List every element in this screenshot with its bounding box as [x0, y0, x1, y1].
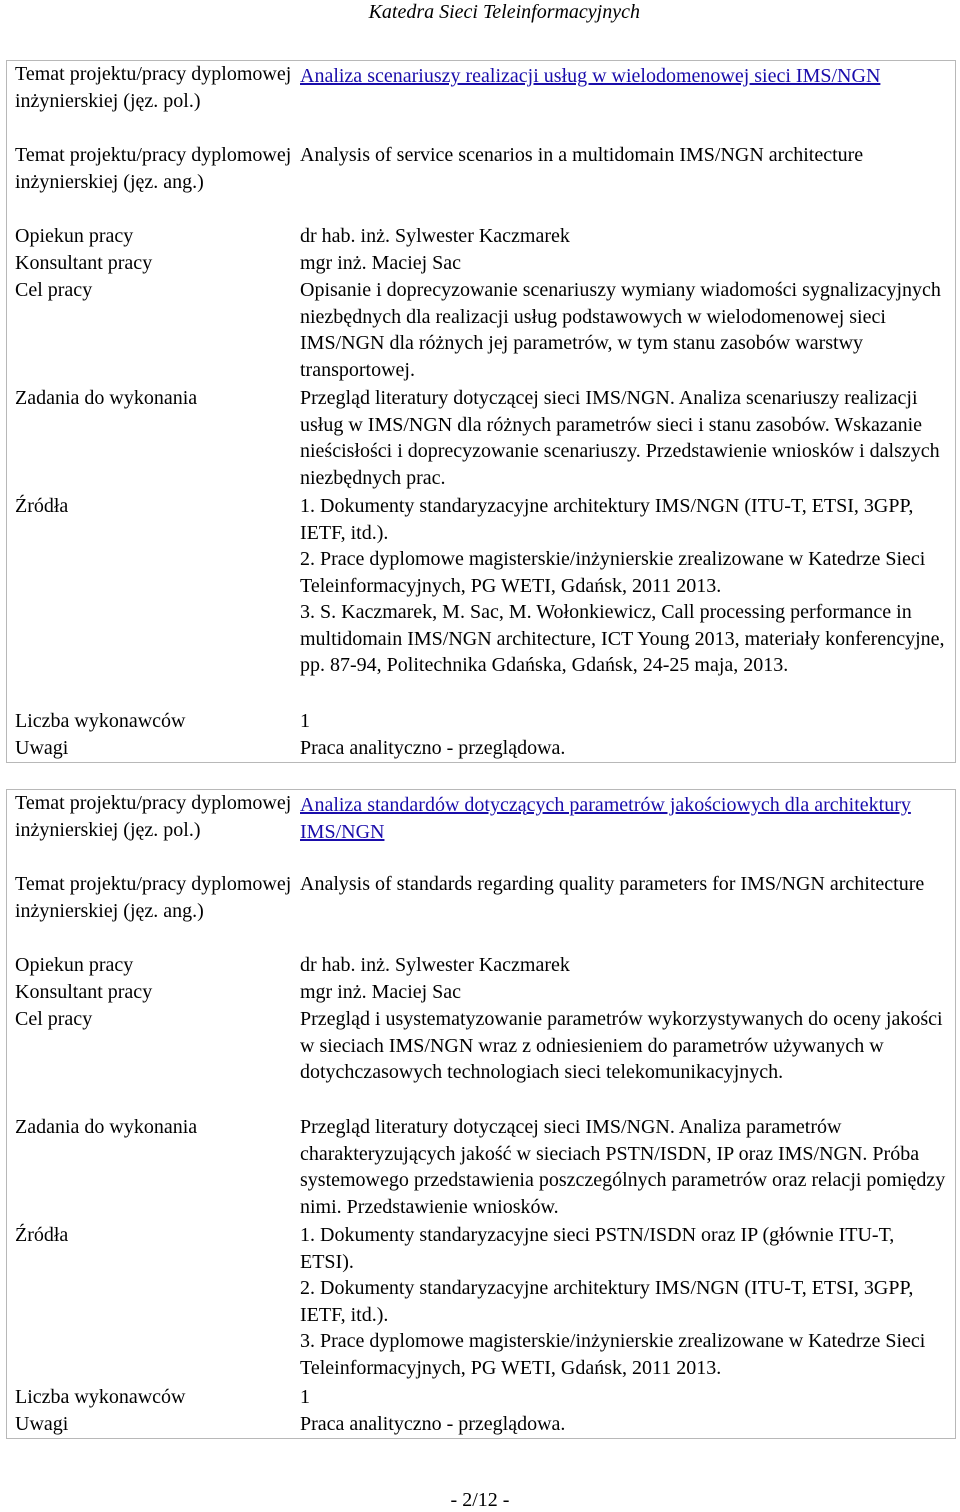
- row-goal: [7, 1006, 955, 1114]
- row-tasks: [7, 1114, 955, 1222]
- sources-list: [294, 493, 955, 708]
- row-performers: [7, 1384, 955, 1411]
- row-supervisor: [7, 952, 955, 979]
- row-topic-en: [7, 142, 955, 223]
- topic-en-value: Analysis of standards regarding quality parameters for IMS/NGN architecture: [300, 873, 925, 895]
- topic-pl-link[interactable]: Analiza scenariuszy realizacji usług w wielodomenowej sieci IMS/NGN: [300, 65, 881, 87]
- source-item: 2. Dokumenty standaryzacyjne architektury IMS/NGN (ITU-T, ETSI, 3GPP, IETF, itd.).: [300, 1277, 914, 1326]
- label-topic-pl: Temat projektu/pracy dyplomowej inżynierskiej (jęz. pol.): [15, 792, 292, 841]
- supervisor-value: dr hab. inż. Sylwester Kaczmarek: [300, 954, 570, 976]
- tasks-value: Przegląd literatury dotyczącej sieci IMS/NGN. Analiza parametrów charakteryzujących jakość w sieciach PSTN/ISDN, IP oraz IMS/NGN. Próba systemowego przedstawienia poszczególnych parametrów oraz relacji pomiędzy nimi. Przedstawienie wniosków.: [300, 1116, 946, 1218]
- label-notes: Uwagi: [15, 737, 69, 759]
- notes-value: Praca analityczno - przeglądowa.: [300, 737, 566, 759]
- label-consultant: Konsultant pracy: [15, 981, 153, 1003]
- label-performers: Liczba wykonawców: [15, 710, 186, 732]
- source-item: 1. Dokumenty standaryzacyjne architektury IMS/NGN (ITU-T, ETSI, 3GPP, IETF, itd.).: [300, 495, 914, 544]
- row-topic-pl: [7, 61, 955, 142]
- performers-value: 1: [300, 1386, 310, 1408]
- label-notes: Uwagi: [15, 1413, 69, 1435]
- project-table-2: [6, 789, 956, 1439]
- page-number: - 2/12 -: [450, 1489, 510, 1511]
- label-sources: Źródła: [15, 495, 69, 517]
- source-item: 1. Dokumenty standaryzacyjne sieci PSTN/ISDN oraz IP (głównie ITU-T, ETSI).: [300, 1224, 895, 1273]
- label-topic-en: Temat projektu/pracy dyplomowej inżynierskiej (jęz. ang.): [15, 144, 292, 193]
- label-consultant: Konsultant pracy: [15, 252, 153, 274]
- topic-pl-link[interactable]: Analiza standardów dotyczących parametrów jakościowych dla architektury IMS/NGN: [300, 794, 911, 843]
- performers-value: 1: [300, 710, 310, 732]
- sources-list: [294, 1222, 955, 1384]
- label-tasks: Zadania do wykonania: [15, 1116, 198, 1138]
- row-goal: [7, 277, 955, 385]
- row-notes: [7, 1411, 955, 1438]
- label-topic-pl: Temat projektu/pracy dyplomowej inżynierskiej (jęz. pol.): [15, 63, 292, 112]
- label-sources: Źródła: [15, 1224, 69, 1246]
- label-performers: Liczba wykonawców: [15, 1386, 186, 1408]
- row-notes: [7, 735, 955, 762]
- row-sources: [7, 1222, 955, 1384]
- consultant-value: mgr inż. Maciej Sac: [300, 252, 462, 274]
- project-table-1: [6, 60, 956, 763]
- notes-value: Praca analityczno - przeglądowa.: [300, 1413, 566, 1435]
- row-performers: [7, 708, 955, 735]
- row-sources: [7, 493, 955, 708]
- label-supervisor: Opiekun pracy: [15, 954, 134, 976]
- source-item: 3. Prace dyplomowe magisterskie/inżynierskie zrealizowane w Katedrze Sieci Teleinformacyjnych, PG WETI, Gdańsk, 2011 2013.: [300, 1330, 926, 1379]
- row-consultant: [7, 979, 955, 1006]
- page-header-title: Katedra Sieci Teleinformacyjnych: [368, 1, 640, 23]
- goal-value: Przegląd i usystematyzowanie parametrów wykorzystywanych do oceny jakości w sieciach IMS/NGN wraz z odniesieniem do parametrów używanych w dotychczasowych technologiach sieci telekomunikacyjnych.: [300, 1008, 943, 1083]
- label-goal: Cel pracy: [15, 1008, 93, 1030]
- topic-en-value: Analysis of service scenarios in a multidomain IMS/NGN architecture: [300, 144, 864, 166]
- source-item: 2. Prace dyplomowe magisterskie/inżynierskie zrealizowane w Katedrze Sieci Teleinformacyjnych, PG WETI, Gdańsk, 2011 2013.: [300, 548, 926, 597]
- row-consultant: [7, 250, 955, 277]
- label-supervisor: Opiekun pracy: [15, 225, 134, 247]
- label-goal: Cel pracy: [15, 279, 93, 301]
- row-topic-en: [7, 871, 955, 952]
- source-item: 3. S. Kaczmarek, M. Sac, M. Wołonkiewicz, Call processing performance in multidomain IMS/NGN architecture, ICT Young 2013, materiały konferencyjne, pp. 87-94, Politechnika Gdańska, Gdańsk, 24-25 maja, 2013.: [300, 601, 945, 676]
- row-supervisor: [7, 223, 955, 250]
- tasks-value: Przegląd literatury dotyczącej sieci IMS/NGN. Analiza scenariuszy realizacji usług w IMS/NGN dla różnych parametrów sieci i stanu zasobów. Wskazanie nieścisłości i doprecyzowanie scenariuszy. Przedstawienie wniosków i dalszych niezbędnych prac.: [300, 387, 940, 489]
- label-topic-en: Temat projektu/pracy dyplomowej inżynierskiej (jęz. ang.): [15, 873, 292, 922]
- supervisor-value: dr hab. inż. Sylwester Kaczmarek: [300, 225, 570, 247]
- row-tasks: [7, 385, 955, 493]
- consultant-value: mgr inż. Maciej Sac: [300, 981, 462, 1003]
- label-tasks: Zadania do wykonania: [15, 387, 198, 409]
- goal-value: Opisanie i doprecyzowanie scenariuszy wymiany wiadomości sygnalizacyjnych niezbędnych dla realizacji usług podstawowych w wielodomenowej sieci IMS/NGN dla różnych jej parametrów, w tym stanu zasobów warstwy transportowej.: [300, 279, 941, 381]
- row-topic-pl: [7, 790, 955, 871]
